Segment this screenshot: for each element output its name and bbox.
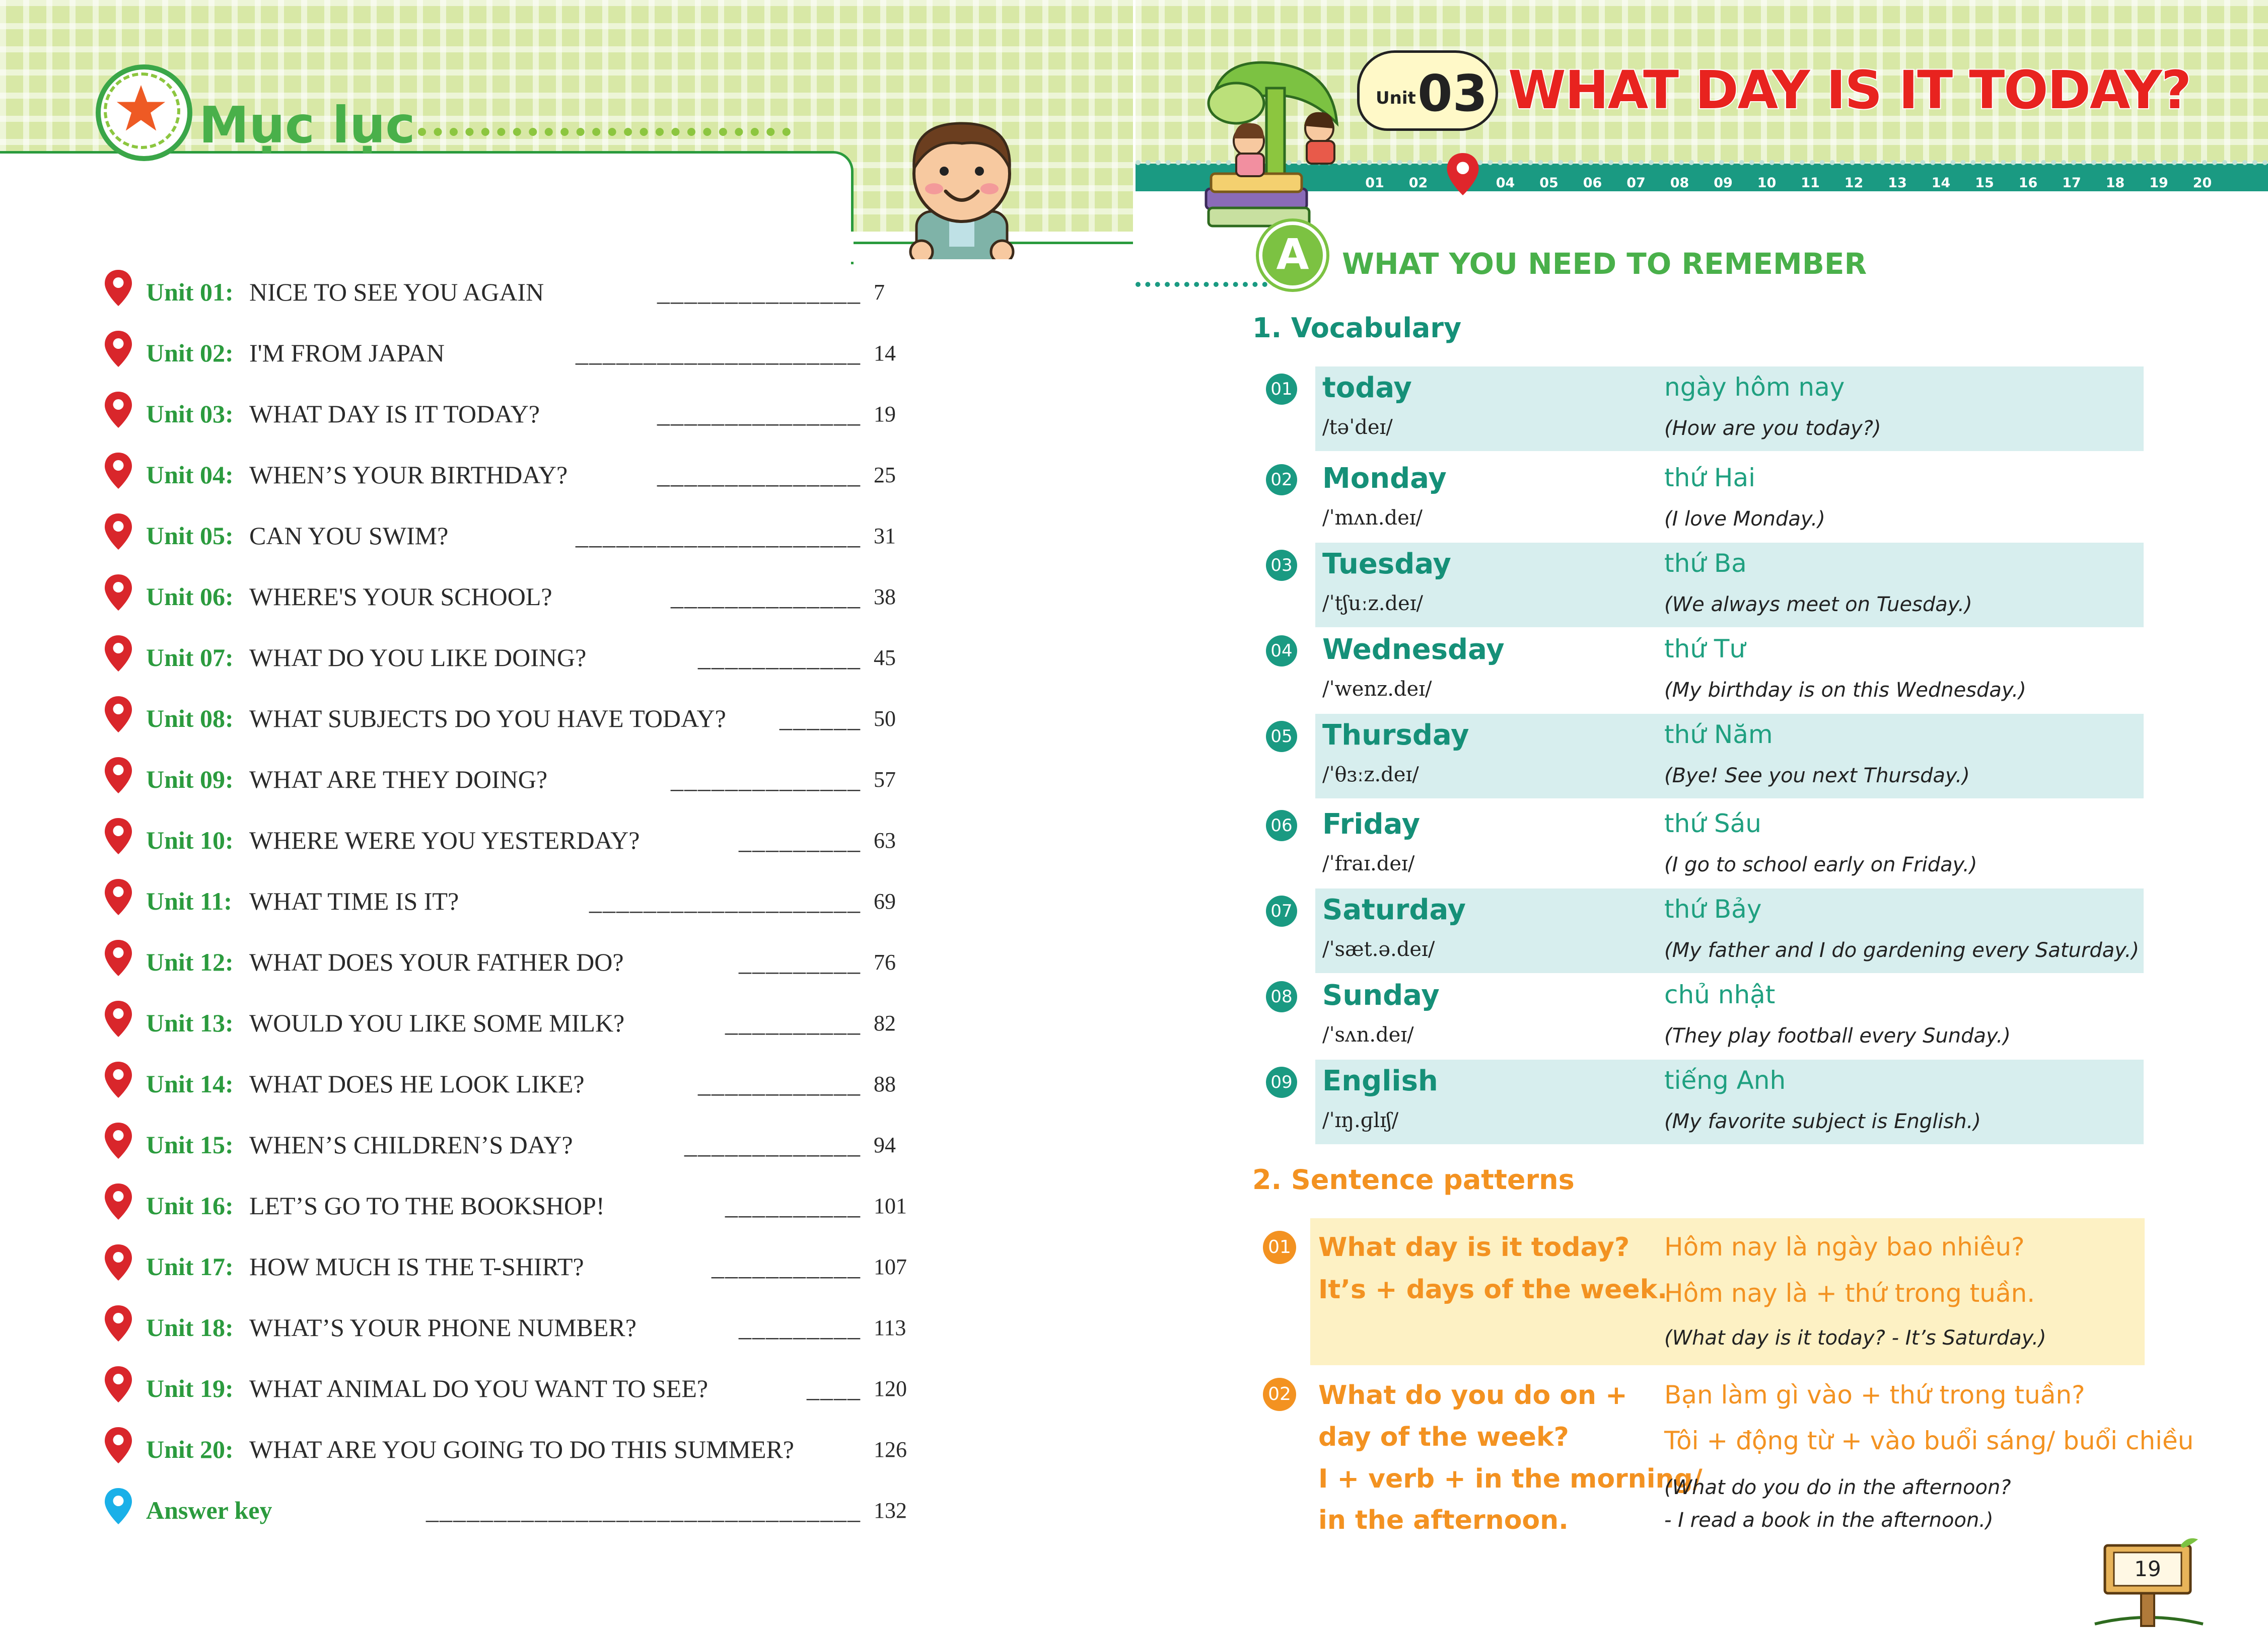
- red-map-pin-icon: [103, 1121, 133, 1161]
- toc-unit-label: Unit 17:: [146, 1252, 234, 1281]
- toc-page-number: 126: [874, 1437, 907, 1462]
- toc-unit-title: WHAT DO YOU LIKE DOING?: [249, 643, 587, 672]
- toc-page-number: 7: [874, 279, 885, 305]
- left-header-dotted-line: [418, 128, 791, 136]
- section-a-badge: [1259, 221, 1326, 289]
- vocabulary-word: Friday: [1322, 808, 1421, 841]
- red-map-pin-icon: [103, 511, 133, 552]
- unit-badge-number: 03: [1418, 64, 1488, 123]
- section-a-title: WHAT YOU NEED TO REMEMBER: [1342, 247, 1867, 281]
- toc-leader-dashes: _______________: [657, 278, 861, 306]
- vocabulary-example: (My favorite subject is English.): [1664, 1110, 1981, 1133]
- toc-unit-label: Answer key: [146, 1496, 272, 1524]
- unit-progress-tick: 04: [1496, 175, 1515, 191]
- toc-entry[interactable]: [146, 1186, 907, 1226]
- vocabulary-meaning: thứ Hai: [1664, 463, 1756, 492]
- vocabulary-ipa: /ˈmʌn.deɪ/: [1322, 506, 1423, 530]
- vocabulary-example: (We always meet on Tuesday.): [1664, 593, 1972, 616]
- unit-progress-tick: 05: [1539, 175, 1558, 191]
- toc-unit-label: Unit 04:: [146, 461, 234, 489]
- toc-page-number: 76: [874, 949, 896, 975]
- vocabulary-meaning: thứ Bảy: [1664, 895, 1762, 924]
- boy-mascot-illustration: [901, 108, 1022, 259]
- left-header-cutout: [0, 151, 854, 264]
- toc-unit-title: WHAT DOES HE LOOK LIKE?: [249, 1070, 585, 1098]
- red-map-pin-icon: [103, 390, 133, 430]
- toc-page-number: 31: [874, 523, 896, 548]
- red-map-pin-icon: [103, 329, 133, 369]
- vocabulary-word: Thursday: [1322, 719, 1469, 752]
- pattern-2-line-1: What do you do on +: [1318, 1380, 1627, 1411]
- vocabulary-example: (I go to school early on Friday.): [1664, 853, 1977, 876]
- toc-unit-label: Unit 09:: [146, 765, 234, 793]
- section-a-letter: A: [1276, 230, 1309, 279]
- toc-page-number: 113: [874, 1315, 906, 1340]
- vocabulary-number: 06: [1266, 810, 1297, 841]
- toc-entry[interactable]: [146, 942, 896, 982]
- red-map-pin-icon: [103, 633, 133, 674]
- vocabulary-example: (My father and I do gardening every Saturday.): [1664, 939, 2140, 962]
- toc-leader-dashes: _____________: [684, 1131, 861, 1159]
- unit-progress-tick: 17: [2062, 175, 2081, 191]
- vocabulary-example: (I love Monday.): [1664, 507, 1825, 531]
- unit-progress-tick: 10: [1757, 175, 1777, 191]
- unit-progress-tick: 09: [1714, 175, 1733, 191]
- unit-progress-tick: 01: [1365, 175, 1384, 191]
- toc-page-number: 63: [874, 828, 896, 853]
- vocabulary-meaning: chủ nhật: [1664, 980, 1776, 1009]
- vocabulary-number: 02: [1266, 464, 1297, 495]
- toc-unit-title: WHAT TIME IS IT?: [249, 887, 459, 915]
- unit-progress-tick: 08: [1670, 175, 1689, 191]
- unit-progress-tick: 18: [2105, 175, 2125, 191]
- toc-unit-title: LET’S GO TO THE BOOKSHOP!: [249, 1192, 605, 1220]
- toc-unit-label: Unit 10:: [146, 826, 234, 854]
- toc-unit-title: WHEN’S YOUR BIRTHDAY?: [249, 461, 568, 489]
- pattern-1-example: (What day is it today? - It’s Saturday.): [1664, 1326, 2046, 1350]
- toc-unit-label: Unit 05:: [146, 522, 234, 550]
- pattern-1-answer: It’s + days of the week.: [1318, 1275, 1667, 1305]
- toc-entry[interactable]: [146, 333, 896, 373]
- toc-unit-title: WHAT ARE YOU GOING TO DO THIS SUMMER?: [249, 1435, 794, 1463]
- toc-entry[interactable]: [146, 272, 885, 312]
- unit-badge: [1357, 50, 1498, 131]
- vocabulary-meaning: thứ Sáu: [1664, 809, 1761, 838]
- page-number: 19: [2134, 1557, 2161, 1581]
- red-map-pin-icon: [103, 451, 133, 491]
- toc-entry[interactable]: [146, 455, 896, 495]
- toc-page-number: 132: [874, 1498, 907, 1523]
- toc-unit-label: Unit 02:: [146, 339, 234, 367]
- toc-unit-title: WHAT DOES YOUR FATHER DO?: [249, 948, 624, 976]
- toc-unit-label: Unit 15:: [146, 1131, 234, 1159]
- toc-unit-label: Unit 20:: [146, 1435, 234, 1463]
- toc-page-number: 19: [874, 401, 896, 426]
- toc-page-number: 50: [874, 706, 896, 731]
- pattern-1-answer-vi: Hôm nay là + thứ trong tuần.: [1664, 1279, 2035, 1308]
- vocabulary-example: (Bye! See you next Thursday.): [1664, 764, 1970, 787]
- toc-leader-dashes: __________: [725, 1192, 861, 1220]
- unit-badge-label: Unit: [1376, 88, 1416, 108]
- vocabulary-number: 09: [1266, 1067, 1297, 1098]
- red-map-pin-icon: [103, 268, 133, 308]
- toc-entry[interactable]: [146, 1429, 907, 1469]
- pattern-2-answer-vi: Tôi + động từ + vào buổi sáng/ buổi chiều: [1664, 1426, 2194, 1455]
- toc-page-number: 45: [874, 645, 896, 670]
- unit-progress-tick: 12: [1844, 175, 1864, 191]
- page-number-signpost-icon: [2085, 1535, 2211, 1629]
- vocabulary-word: Saturday: [1322, 894, 1466, 926]
- toc-page-number: 14: [874, 340, 896, 365]
- toc-entry[interactable]: [146, 698, 896, 738]
- toc-leader-dashes: ______________: [671, 765, 861, 793]
- vocabulary-ipa: /ˈfraɪ.deɪ/: [1322, 852, 1415, 875]
- vocabulary-meaning: thứ Ba: [1664, 549, 1747, 578]
- toc-unit-title: WHAT DAY IS IT TODAY?: [249, 400, 540, 428]
- vocabulary-meaning: thứ Tư: [1664, 634, 1746, 663]
- unit-progress-tick: 15: [1975, 175, 1994, 191]
- toc-page-number: 88: [874, 1071, 896, 1096]
- toc-unit-label: Unit 18:: [146, 1313, 234, 1342]
- toc-page-number: 57: [874, 767, 896, 792]
- toc-leader-dashes: _________: [739, 1313, 861, 1342]
- unit-progress-tick: 02: [1408, 175, 1428, 191]
- vocabulary-word: English: [1322, 1065, 1438, 1097]
- vocabulary-meaning: tiếng Anh: [1664, 1066, 1786, 1095]
- toc-unit-title: NICE TO SEE YOU AGAIN: [249, 278, 544, 306]
- unit-progress-tick: 14: [1931, 175, 1951, 191]
- toc-page-number: 107: [874, 1254, 907, 1279]
- vocabulary-ipa: /ˈsæt.ə.deɪ/: [1322, 938, 1435, 961]
- star-badge: [96, 64, 192, 161]
- vocabulary-meaning: thứ Năm: [1664, 720, 1773, 749]
- pattern-1-question-vi: Hôm nay là ngày bao nhiêu?: [1664, 1232, 2025, 1262]
- vocabulary-number: 03: [1266, 550, 1297, 581]
- red-map-pin-icon: [103, 755, 133, 795]
- toc-unit-label: Unit 14:: [146, 1070, 234, 1098]
- red-map-pin-icon: [103, 938, 133, 978]
- pattern-2-example-2: - I read a book in the afternoon.): [1664, 1509, 1994, 1532]
- pattern-2-line-4: in the afternoon.: [1318, 1505, 1569, 1535]
- toc-leader-dashes: ______________: [671, 582, 861, 611]
- vocabulary-example: (How are you today?): [1664, 417, 1881, 440]
- toc-unit-title: WHAT’S YOUR PHONE NUMBER?: [249, 1313, 636, 1342]
- toc-unit-title: WHEN’S CHILDREN’S DAY?: [249, 1131, 573, 1159]
- red-map-pin-icon: [103, 999, 133, 1039]
- toc-unit-label: Unit 01:: [146, 278, 234, 306]
- toc-leader-dashes: _______________: [657, 400, 861, 428]
- vocabulary-ipa: /ˈɪŋ.ɡlɪʃ/: [1322, 1109, 1399, 1132]
- vocabulary-number: 08: [1266, 981, 1297, 1012]
- red-map-pin-icon: [103, 1181, 133, 1222]
- vocabulary-ipa: /ˈtʃuːz.deɪ/: [1322, 592, 1423, 615]
- toc-leader-dashes: ____________: [698, 1070, 861, 1098]
- unit-progress-tick: 20: [2192, 175, 2212, 191]
- toc-page-number: 69: [874, 888, 896, 914]
- toc-entry[interactable]: [146, 515, 896, 556]
- star-icon: [113, 81, 169, 137]
- vocabulary-example: (My birthday is on this Wednesday.): [1664, 679, 2026, 702]
- toc-leader-dashes: _____________________: [576, 522, 861, 550]
- pattern-1-question: What day is it today?: [1318, 1232, 1630, 1263]
- toc-leader-dashes: _______________: [657, 461, 861, 489]
- vocabulary-ipa: /ˈwenz.deɪ/: [1322, 678, 1432, 701]
- vocabulary-meaning: ngày hôm nay: [1664, 373, 1845, 402]
- toc-entry[interactable]: [146, 1125, 896, 1165]
- red-map-pin-icon: [103, 1364, 133, 1404]
- toc-entry[interactable]: [146, 1246, 907, 1287]
- toc-unit-label: Unit 12:: [146, 948, 234, 976]
- toc-unit-label: Unit 16:: [146, 1192, 234, 1220]
- vocabulary-word: Tuesday: [1322, 548, 1451, 580]
- toc-unit-label: Unit 03:: [146, 400, 234, 428]
- patterns-heading: 2. Sentence patterns: [1252, 1164, 1575, 1196]
- pattern-1-number: 01: [1263, 1231, 1296, 1264]
- toc-entry[interactable]: [146, 881, 896, 921]
- toc-leader-dashes: __________: [725, 1009, 861, 1037]
- red-map-pin-icon: [103, 1060, 133, 1100]
- toc-leader-dashes: ____________________: [589, 887, 861, 915]
- unit-progress-tick: 07: [1626, 175, 1646, 191]
- red-map-pin-icon: [103, 1242, 133, 1283]
- pattern-2-number: 02: [1263, 1378, 1296, 1411]
- pattern-2-line-3: I + verb + in the morning/: [1318, 1464, 1703, 1494]
- toc-page-number: 94: [874, 1132, 896, 1157]
- toc-unit-label: Unit 11:: [146, 887, 232, 915]
- red-map-pin-icon: [103, 1425, 133, 1465]
- toc-unit-title: HOW MUCH IS THE T-SHIRT?: [249, 1252, 584, 1281]
- toc-unit-label: Unit 06:: [146, 582, 234, 611]
- toc-entry[interactable]: [146, 1307, 906, 1348]
- kids-reading-illustration: [1196, 48, 1362, 229]
- toc-unit-label: Unit 07:: [146, 643, 234, 672]
- toc-entry[interactable]: [146, 1003, 896, 1043]
- toc-page-number: 101: [874, 1193, 907, 1218]
- red-map-pin-icon: [103, 694, 133, 734]
- toc-page-number: 120: [874, 1376, 907, 1401]
- toc-entry[interactable]: [146, 1490, 907, 1530]
- vocabulary-number: 04: [1266, 635, 1297, 667]
- vocabulary-word: Wednesday: [1322, 633, 1505, 666]
- vocabulary-ipa: /ˈθɜːz.deɪ/: [1322, 763, 1419, 786]
- toc-unit-label: Unit 13:: [146, 1009, 234, 1037]
- vocabulary-number: 05: [1266, 721, 1297, 752]
- toc-leader-dashes: ____: [807, 1374, 861, 1402]
- toc-leader-dashes: _________: [739, 826, 861, 854]
- toc-unit-title: WOULD YOU LIKE SOME MILK?: [249, 1009, 625, 1037]
- toc-leader-dashes: ______: [779, 704, 861, 732]
- pattern-2-line-2: day of the week?: [1318, 1422, 1569, 1452]
- toc-entry[interactable]: [146, 1064, 896, 1104]
- vocabulary-example: (They play football every Sunday.): [1664, 1024, 2011, 1048]
- toc-entry[interactable]: [146, 394, 896, 434]
- vocabulary-word: Sunday: [1322, 979, 1440, 1012]
- vocabulary-word: Monday: [1322, 462, 1447, 495]
- pattern-2-question-vi: Bạn làm gì vào + thứ trong tuần?: [1664, 1380, 2085, 1410]
- toc-leader-dashes: _________: [739, 948, 861, 976]
- vocabulary-number: 01: [1266, 374, 1297, 405]
- toc-page-number: 25: [874, 462, 896, 487]
- toc-leader-dashes: _____________________: [576, 339, 861, 367]
- vocabulary-ipa: /təˈdeɪ/: [1322, 416, 1393, 439]
- toc-entry[interactable]: [146, 759, 896, 799]
- toc-entry[interactable]: [146, 576, 896, 617]
- red-map-pin-icon: [103, 816, 133, 856]
- unit-progress-tick: 11: [1801, 175, 1820, 191]
- red-map-pin-icon: [103, 1303, 133, 1344]
- vocabulary-ipa: /ˈsʌn.deɪ/: [1322, 1023, 1414, 1047]
- unit-title: WHAT DAY IS IT TODAY?: [1508, 59, 2191, 121]
- current-unit-marker-icon: [1445, 151, 1480, 197]
- vocabulary-heading: 1. Vocabulary: [1252, 312, 1462, 344]
- toc-unit-title: WHAT ARE THEY DOING?: [249, 765, 548, 793]
- toc-unit-title: WHAT SUBJECTS DO YOU HAVE TODAY?: [249, 704, 726, 732]
- toc-unit-title: WHAT ANIMAL DO YOU WANT TO SEE?: [249, 1374, 708, 1402]
- toc-page-number: 38: [874, 584, 896, 609]
- red-map-pin-icon: [103, 877, 133, 917]
- toc-leader-dashes: ____________: [698, 643, 861, 672]
- vocabulary-number: 07: [1266, 896, 1297, 927]
- unit-progress-tick: 06: [1583, 175, 1602, 191]
- toc-unit-label: Unit 08:: [146, 704, 234, 732]
- toc-unit-title: WHERE WERE YOU YESTERDAY?: [249, 826, 640, 854]
- toc-entry[interactable]: [146, 820, 896, 860]
- toc-unit-label: Unit 19:: [146, 1374, 234, 1402]
- blue-map-pin-icon: [103, 1486, 133, 1526]
- unit-progress-tick: 13: [1888, 175, 1907, 191]
- unit-progress-tick: 16: [2018, 175, 2038, 191]
- toc-title: Mục lục: [199, 96, 415, 155]
- toc-unit-title: WHERE'S YOUR SCHOOL?: [249, 582, 552, 611]
- toc-unit-title: I'M FROM JAPAN: [249, 339, 445, 367]
- toc-entry[interactable]: [146, 1368, 907, 1409]
- toc-entry[interactable]: [146, 637, 896, 678]
- pattern-2-example-1: (What do you do in the afternoon?: [1664, 1476, 2011, 1499]
- toc-leader-dashes: ___________: [712, 1252, 861, 1281]
- toc-unit-title: CAN YOU SWIM?: [249, 522, 449, 550]
- red-map-pin-icon: [103, 572, 133, 613]
- unit-progress-tick: 19: [2149, 175, 2168, 191]
- toc-leader-dashes: ________________________________: [426, 1496, 861, 1524]
- toc-page-number: 82: [874, 1010, 896, 1035]
- vocabulary-word: today: [1322, 372, 1412, 404]
